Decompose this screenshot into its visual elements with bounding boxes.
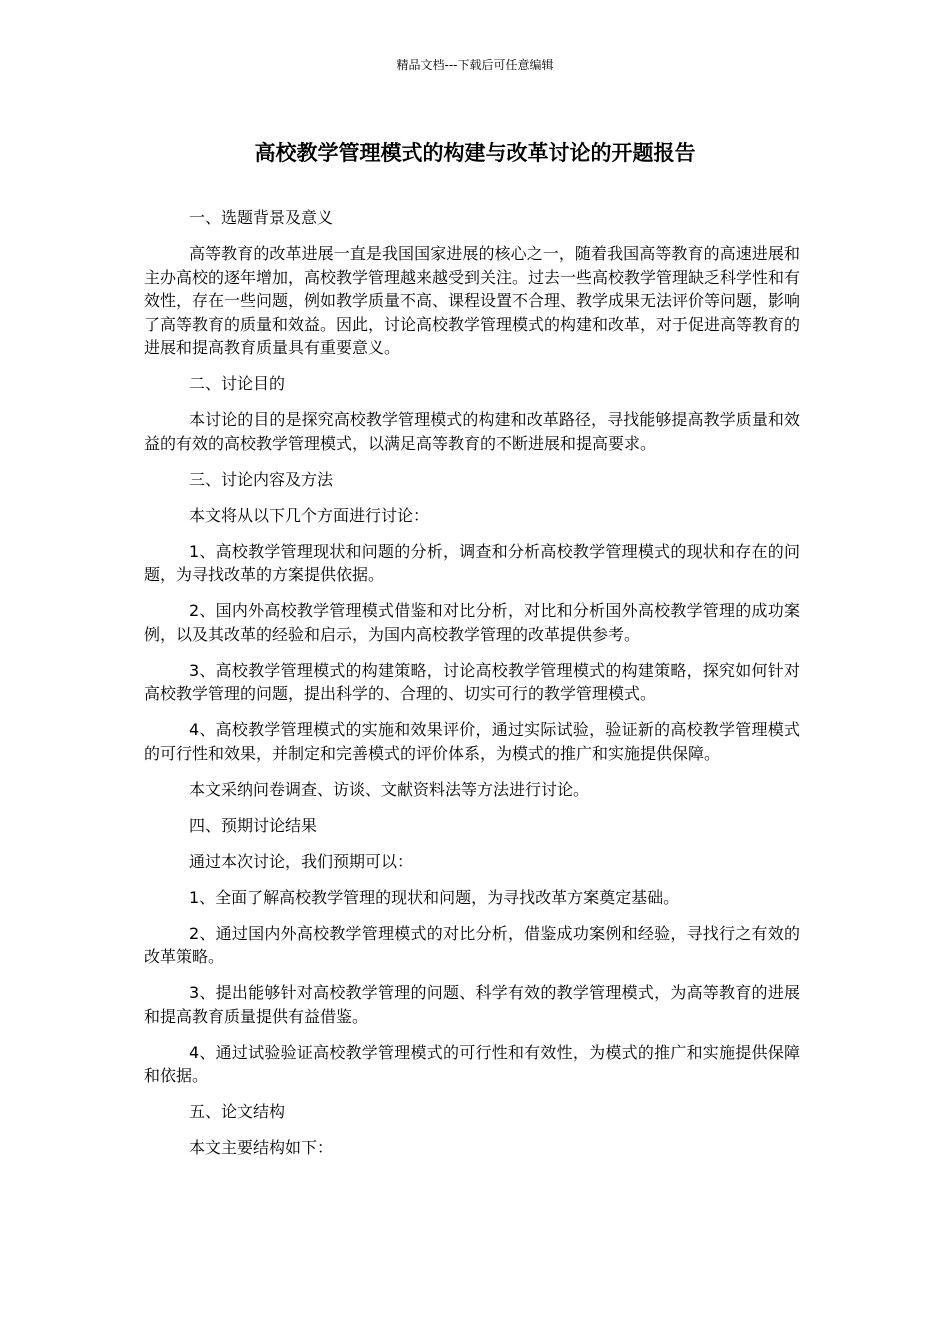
- paragraph-content-intro: 本文将从以下几个方面进行讨论：: [189, 505, 430, 525]
- list-item-result-4: 4、通过试验验证高校教学管理模式的可行性和有效性，为模式的推广和实施提供保障和依据。: [144, 1042, 800, 1085]
- section-heading-background: 一、选题背景及意义: [189, 208, 334, 227]
- list-item-content-4: 4、高校教学管理模式的实施和效果评价，通过实际试验，验证新的高校教学管理模式的可行性和效果，并制定和完善模式的评价体系，为模式的推广和实施提供保障。: [144, 720, 800, 763]
- list-item-content-1: 1、高校教学管理现状和问题的分析，调查和分析高校教学管理模式的现状和存在的问题，为寻找改革的方案提供依据。: [144, 541, 800, 584]
- document-body: [144, 206, 800, 1172]
- paragraph-background: 高等教育的改革进展一直是我国国家进展的核心之一，随着我国高等教育的高速进展和主办高校的逐年增加，高校教学管理越来越受到关注。过去一些高校教学管理缺乏科学性和有效性，存在一些问题，例如教学质量不高、课程设置不合理、教学成果无法评价等问题，影响了高等教育的质量和效益。因此，讨论高校教学管理模式的构建和改革，对于促进高等教育的进展和提高教育质量具有重要意义。: [144, 244, 801, 357]
- page-header: 精品文档---下载后可任意编辑: [396, 58, 554, 72]
- document-title: 高校教学管理模式的构建与改革讨论的开题报告: [254, 141, 696, 165]
- section-heading-purpose: 二、讨论目的: [189, 374, 286, 393]
- section-heading-content-methods: 三、讨论内容及方法: [189, 469, 334, 489]
- section-heading-structure: 五、论文结构: [189, 1102, 286, 1121]
- list-item-content-3: 3、高校教学管理模式的构建策略，讨论高校教学管理模式的构建策略，探究如何针对高校教学管理的问题，提出科学的、合理的、切实可行的教学管理模式。: [144, 660, 800, 703]
- list-item-result-3: 3、提出能够针对高校教学管理的问题、科学有效的教学管理模式，为高等教育的进展和提高教育质量提供有益借鉴。: [144, 983, 800, 1026]
- list-item-result-1: 1、全面了解高校教学管理的现状和问题，为寻找改革方案奠定基础。: [189, 887, 680, 907]
- section-heading-expected-results: 四、预期讨论结果: [189, 815, 318, 835]
- list-item-content-2: 2、国内外高校教学管理模式借鉴和对比分析，对比和分析国外高校教学管理的成功案例，以及其改革的经验和启示，为国内高校教学管理的改革提供参考。: [144, 601, 800, 644]
- paragraph-methods: 本文采纳问卷调查、访谈、文献资料法等方法进行讨论。: [189, 779, 590, 799]
- paragraph-purpose: 本讨论的目的是探究高校教学管理模式的构建和改革路径，寻找能够提高教学质量和效益的有效的高校教学管理模式，以满足高等教育的不断进展和提高要求。: [144, 410, 800, 453]
- paragraph-results-intro: 通过本次讨论，我们预期可以：: [189, 851, 414, 871]
- list-item-result-2: 2、通过国内外高校教学管理模式的对比分析，借鉴成功案例和经验，寻找行之有效的改革策略。: [144, 923, 800, 966]
- paragraph-structure-intro: 本文主要结构如下：: [189, 1138, 334, 1157]
